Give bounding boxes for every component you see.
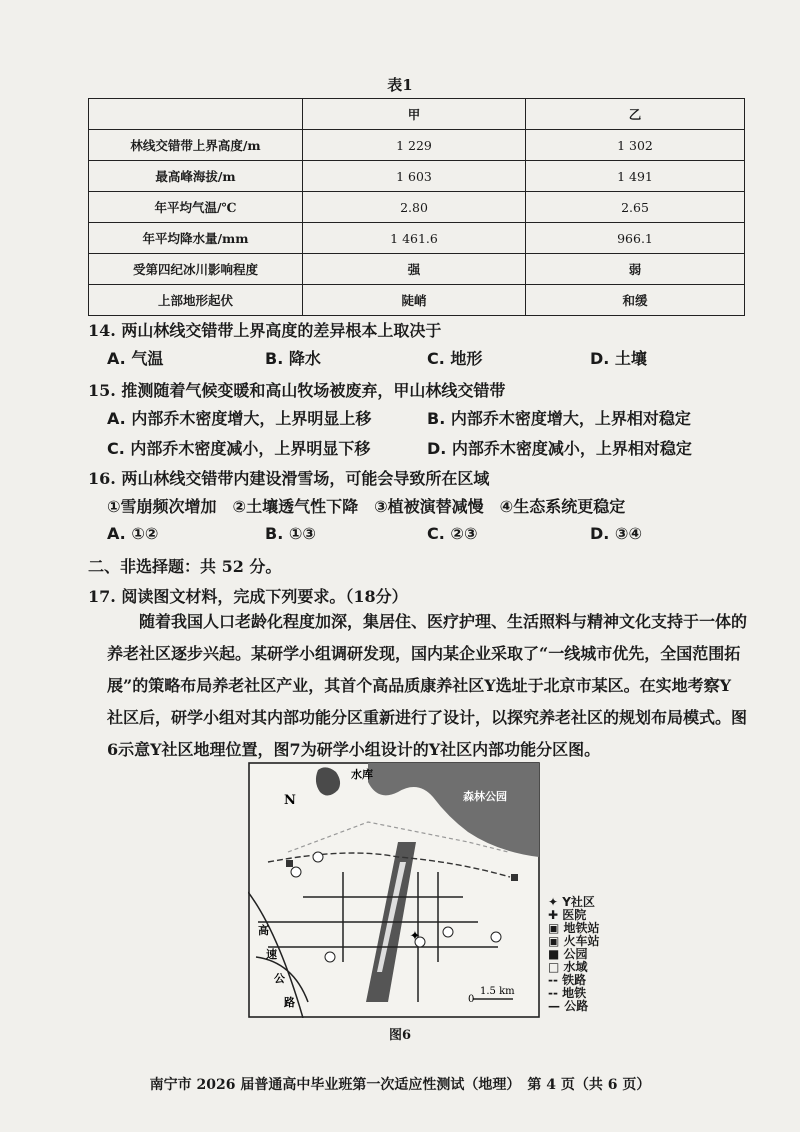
legend-label: 公园 (563, 947, 588, 961)
q14-option-a: A. 气温 (107, 349, 164, 368)
q15-option-b: B. 内部乔木密度增大，上界相对稳定 (427, 409, 691, 428)
hospital-icon (325, 952, 335, 962)
table-caption: 表1 (387, 76, 413, 94)
q14-option-c: C. 地形 (427, 349, 483, 368)
q16-option-d: D. ③④ (590, 524, 643, 543)
table-header-cell (89, 99, 303, 130)
table-cell: 林线交错带上界高度/m (89, 130, 303, 161)
table-cell: 强 (303, 254, 526, 285)
reservoir-label: 水库 (351, 768, 373, 781)
table-row (89, 285, 745, 316)
scale-length: 1.5 km (480, 986, 515, 997)
table-row (89, 254, 745, 285)
table-cell: 最高峰海拔/m (89, 161, 303, 192)
legend-item: ▣ 火车站 (548, 934, 600, 948)
table-cell: 年平均气温/℃ (89, 192, 303, 223)
table-row (89, 161, 745, 192)
legend-label: 地铁 (562, 986, 587, 1000)
legend-item: □ 水域 (548, 960, 588, 974)
table-header-cell: 甲 (303, 99, 526, 130)
table-cell: 1 229 (303, 130, 526, 161)
legend-item: ■ 公园 (548, 947, 588, 961)
q16-statements: ①雪崩频次增加 ②土壤透气性下降 ③植被演替减慢 ④生态系统更稳定 (107, 497, 626, 516)
legend-label: 水域 (563, 960, 588, 974)
hospital-icon (291, 867, 301, 877)
highway-label: 公 (274, 972, 285, 985)
table-cell: 1 461.6 (303, 223, 526, 254)
q16-option-b: B. ①③ (265, 524, 316, 543)
legend-item: — 公路 (548, 999, 589, 1013)
hospital-icon (443, 927, 453, 937)
hospital-icon (313, 852, 323, 862)
legend-label: 地铁站 (563, 921, 600, 935)
legend-label: 公路 (564, 999, 589, 1013)
legend-item: ‑‑ 地铁 (548, 986, 587, 1000)
q17-stem: 17. 阅读图文材料，完成下列要求。（18分） (88, 587, 408, 606)
location-map (248, 762, 540, 1018)
table-cell: 2.65 (526, 192, 745, 223)
table-cell: 966.1 (526, 223, 745, 254)
q16-stem: 16. 两山林线交错带内建设滑雪场，可能会导致所在区域 (88, 469, 490, 488)
q14-option-d: D. 土壤 (590, 349, 647, 368)
table-cell: 2.80 (303, 192, 526, 223)
q15-option-a: A. 内部乔木密度增大，上界明显上移 (107, 409, 372, 428)
table-row (89, 192, 745, 223)
highway-label: 高 (258, 924, 269, 937)
legend-item: ▣ 地铁站 (548, 921, 600, 935)
q15-stem: 15. 推测随着气候变暖和高山牧场被废弃，甲山林线交错带 (88, 381, 506, 400)
map-legend (548, 896, 600, 1013)
highway-label: 路 (284, 996, 295, 1009)
train-station-icon (511, 874, 518, 881)
legend-item: ‑‑ 铁路 (548, 973, 587, 987)
legend-label: Y社区 (562, 895, 595, 909)
legend-label: 医院 (562, 908, 587, 922)
q16-option-a: A. ①② (107, 524, 159, 543)
north-arrow: N (284, 793, 296, 808)
table-cell: 1 491 (526, 161, 745, 192)
table-header-row (89, 99, 745, 130)
table-cell: 受第四纪冰川影响程度 (89, 254, 303, 285)
table-row (89, 223, 745, 254)
legend-item: ✚ 医院 (548, 908, 587, 922)
table-cell: 和缓 (526, 285, 745, 316)
q14-stem: 14. 两山林线交错带上界高度的差异根本上取决于 (88, 321, 442, 340)
table-row (89, 130, 745, 161)
table-cell: 弱 (526, 254, 745, 285)
q15-option-d: D. 内部乔木密度减小，上界相对稳定 (427, 439, 692, 458)
table-cell: 上部地形起伏 (89, 285, 303, 316)
page-footer: 南宁市 2026 届普通高中毕业班第一次适应性测试（地理） 第 4 页（共 6 页） (149, 1077, 651, 1093)
scale-zero: 0 (468, 994, 475, 1005)
data-table (88, 98, 745, 316)
highway-label: 速 (266, 948, 277, 961)
hospital-icon (491, 932, 501, 942)
q15-option-c: C. 内部乔木密度减小，上界明显下移 (107, 439, 371, 458)
table-cell: 陡峭 (303, 285, 526, 316)
q16-option-c: C. ②③ (427, 524, 478, 543)
table-cell: 年平均降水量/mm (89, 223, 303, 254)
legend-item: ✦ Y社区 (548, 895, 595, 909)
y-community-icon: ✦ (409, 929, 421, 944)
forest-park-label: 森林公园 (463, 790, 507, 803)
table-cell: 1 302 (526, 130, 745, 161)
q17-paragraph: 随着我国人口老龄化程度加深，集居住、医疗护理、生活照料与精神文化支持于一体的养老社区逐步兴起。某研学小组调研发现，国内某企业采取了“一线城市优先，全国范围拓展”的策略布局养老社区产业，其首个高品质康养社区Y选址于北京市某区。在实地考察Y社区后，研学小组对其内部功能分区重新进行了设计，以探究养老社区的规划布局模式。图6示意Y社区地理位置，图7为研学小组设计的Y社区内部功能分区图。 (107, 612, 748, 759)
q14-option-b: B. 降水 (265, 349, 321, 368)
figure-caption: 图6 (388, 1028, 412, 1043)
legend-label: 火车站 (563, 934, 600, 948)
subway-station-icon (286, 860, 293, 867)
legend-label: 铁路 (562, 973, 587, 987)
table-cell: 1 603 (303, 161, 526, 192)
section-heading: 二、非选择题：共 52 分。 (88, 557, 282, 576)
table-header-cell: 乙 (526, 99, 745, 130)
